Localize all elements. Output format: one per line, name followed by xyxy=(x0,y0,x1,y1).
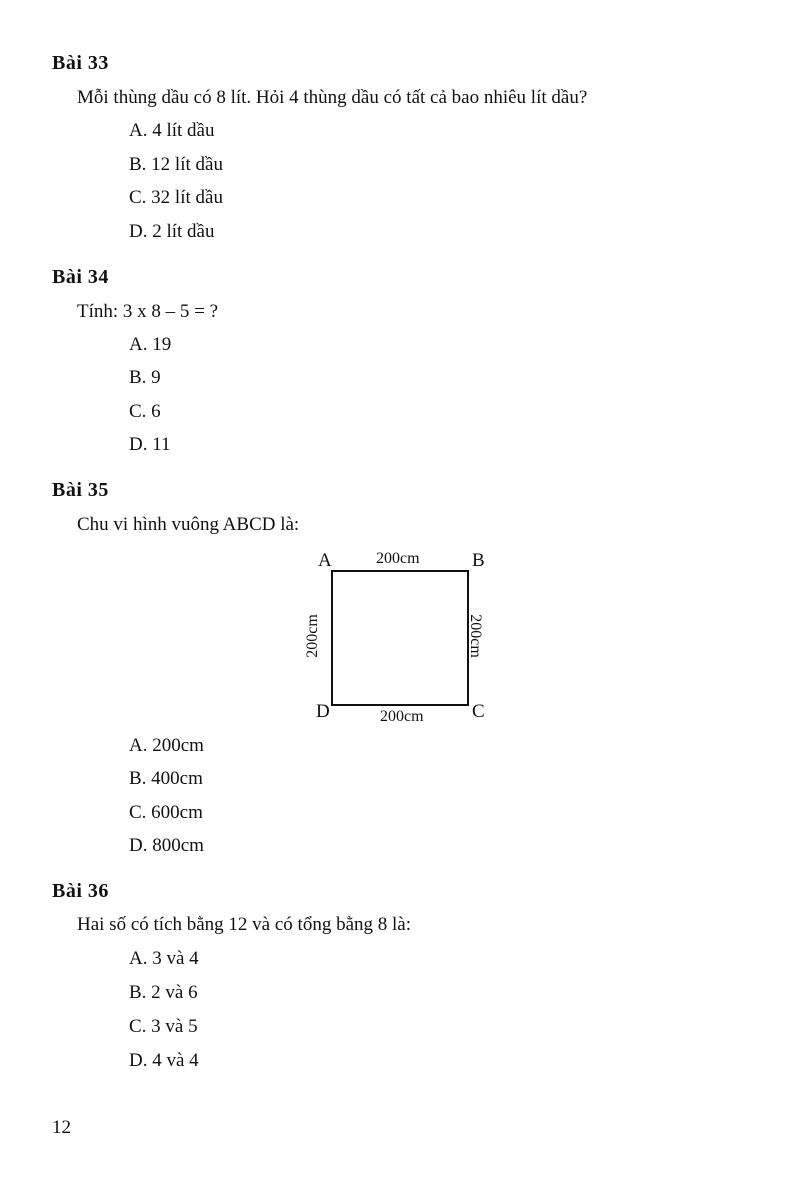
problem-33-question: Mỗi thùng dầu có 8 lít. Hỏi 4 thùng dầu có tất cả bao nhiêu lít dầu? xyxy=(77,87,588,108)
problem-34-question: Tính: 3 x 8 – 5 = ? xyxy=(77,301,219,322)
problem-36-option-d: D. 4 và 4 xyxy=(129,1050,199,1071)
problem-33-option-c: C. 32 lít dầu xyxy=(129,187,223,208)
problem-35-option-c: C. 600cm xyxy=(129,802,203,823)
problem-33-option-b: B. 12 lít dầu xyxy=(129,154,223,175)
problem-35-question: Chu vi hình vuông ABCD là: xyxy=(77,514,300,535)
vertex-d-label: D xyxy=(316,701,330,722)
side-bc-length: 200cm xyxy=(466,614,484,658)
side-dc-length: 200cm xyxy=(380,708,424,725)
side-ab-length: 200cm xyxy=(376,550,420,567)
problem-36-option-b: B. 2 và 6 xyxy=(129,982,198,1003)
side-ad-length: 200cm xyxy=(303,614,321,658)
problem-35-option-d: D. 800cm xyxy=(129,835,204,856)
problem-35-title: Bài 35 xyxy=(52,479,109,501)
problem-34-title: Bài 34 xyxy=(52,266,109,288)
problem-33-title: Bài 33 xyxy=(52,52,109,74)
problem-34-option-a: A. 19 xyxy=(129,334,172,355)
problem-36-question: Hai số có tích bằng 12 và có tổng bằng 8 là: xyxy=(77,914,412,935)
page-number: 12 xyxy=(52,1117,71,1138)
problem-36-option-a: A. 3 và 4 xyxy=(129,948,199,969)
problem-34-option-b: B. 9 xyxy=(129,367,161,388)
problem-33-option-a: A. 4 lít dầu xyxy=(129,120,215,141)
problem-35-option-a: A. 200cm xyxy=(129,735,204,756)
problem-33-option-d: D. 2 lít dầu xyxy=(129,221,215,242)
square-abcd-figure xyxy=(300,545,510,735)
vertex-b-label: B xyxy=(472,550,485,571)
problem-35-option-b: B. 400cm xyxy=(129,768,203,789)
problem-36-title: Bài 36 xyxy=(52,880,109,902)
vertex-c-label: C xyxy=(472,701,485,722)
problem-34-option-c: C. 6 xyxy=(129,401,161,422)
vertex-a-label: A xyxy=(318,550,332,571)
problem-34-option-d: D. 11 xyxy=(129,434,171,455)
problem-36-option-c: C. 3 và 5 xyxy=(129,1016,198,1037)
square-outline xyxy=(332,571,468,705)
